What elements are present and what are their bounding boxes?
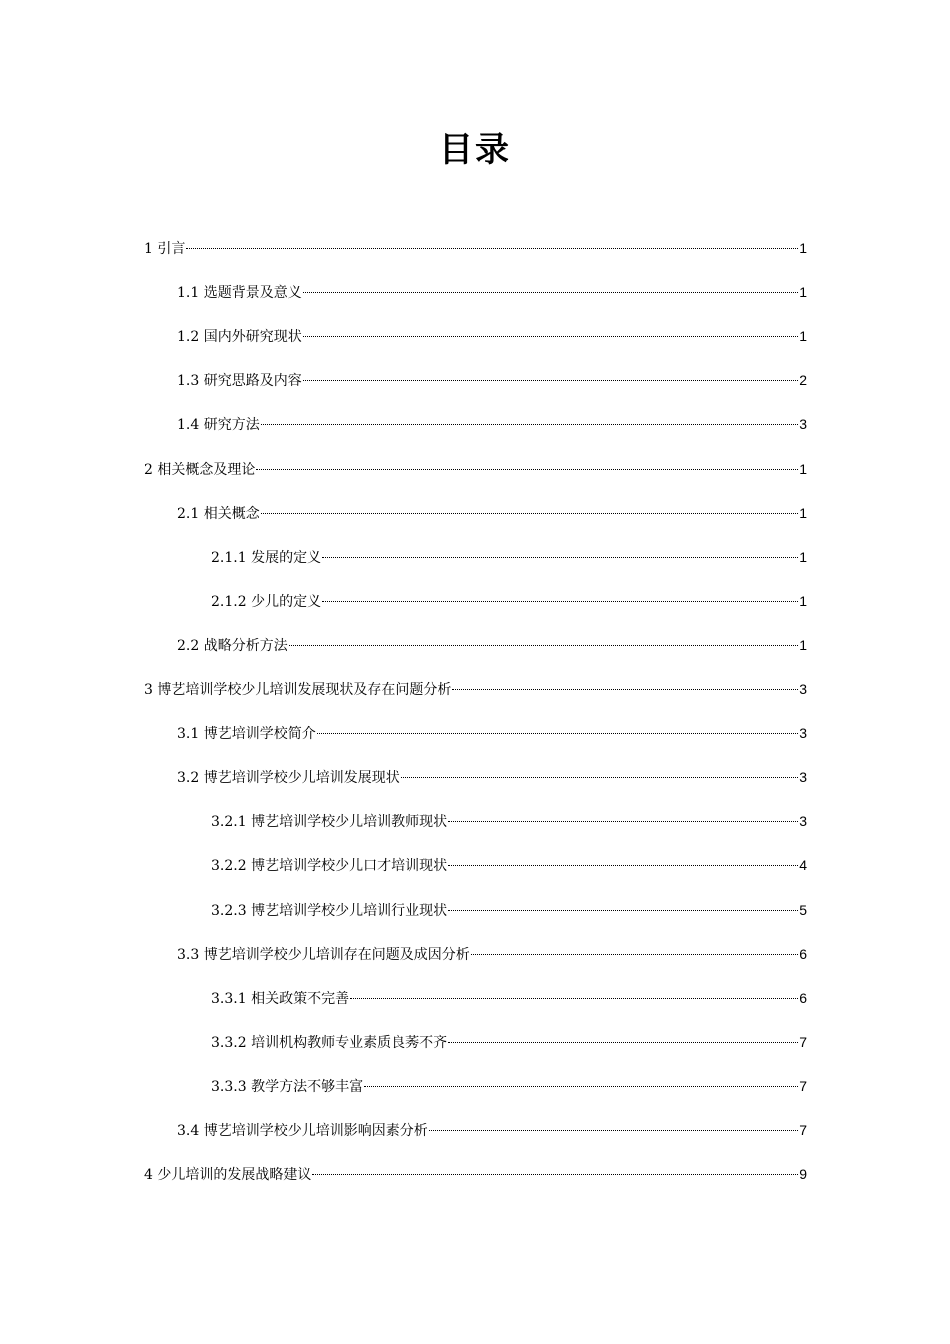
toc-entry-page-number: 3 xyxy=(799,681,807,697)
toc-entry[interactable] xyxy=(177,1118,807,1142)
toc-entry[interactable] xyxy=(211,809,807,833)
toc-entry-label: 1.4 研究方法 xyxy=(177,417,260,434)
toc-entry-page-number: 1 xyxy=(799,548,807,565)
toc-entry-page-number: 9 xyxy=(799,1166,807,1183)
toc-dot-leader xyxy=(452,689,798,690)
toc-entry-page-number: 1 xyxy=(799,592,807,609)
toc-entry-page-number: 1 xyxy=(799,460,807,477)
toc-entry-label: 3.2.1 博艺培训学校少儿培训教师现状 xyxy=(211,814,448,831)
toc-entry[interactable] xyxy=(177,765,807,789)
toc-entry-page-number: 7 xyxy=(799,1077,807,1094)
toc-entry[interactable] xyxy=(177,368,807,392)
toc-entry-page-number: 3 xyxy=(799,769,807,786)
toc-entry[interactable] xyxy=(177,412,807,436)
toc-entry[interactable] xyxy=(211,853,807,877)
toc-entry-label: 3.4 博艺培训学校少儿培训影响因素分析 xyxy=(177,1123,428,1139)
toc-entry-page-number: 1 xyxy=(799,240,807,256)
toc-dot-leader xyxy=(364,1086,798,1087)
toc-entry-label: 2.1.1 发展的定义 xyxy=(211,549,322,566)
toc-dot-leader xyxy=(312,1174,798,1175)
toc-entry-page-number: 1 xyxy=(799,284,807,301)
toc-dot-leader xyxy=(186,248,798,249)
toc-title: 目录 xyxy=(439,130,511,170)
toc-dot-leader xyxy=(322,601,798,602)
toc-entry[interactable] xyxy=(144,457,807,481)
toc-dot-leader xyxy=(289,645,798,646)
toc-entry[interactable] xyxy=(177,721,807,745)
toc-entry-page-number: 3 xyxy=(799,725,807,742)
toc-entry-page-number: 6 xyxy=(799,989,807,1006)
toc-entry-page-number: 3 xyxy=(799,813,807,830)
toc-entry-label: 3.3.3 教学方法不够丰富 xyxy=(211,1078,364,1095)
toc-dot-leader xyxy=(303,380,798,381)
toc-entry-page-number: 5 xyxy=(799,901,807,918)
toc-entry-page-number: 6 xyxy=(799,945,807,962)
toc-entry-label: 3.3 博艺培训学校少儿培训存在问题及成因分析 xyxy=(177,946,470,963)
toc-dot-leader xyxy=(303,292,798,293)
toc-entry[interactable] xyxy=(211,898,807,922)
toc-entry-page-number: 1 xyxy=(799,504,807,521)
toc-dot-leader xyxy=(448,821,798,822)
toc-entry-label: 4 少儿培训的发展战略建议 xyxy=(144,1167,312,1184)
toc-entry-label: 1.2 国内外研究现状 xyxy=(177,329,302,346)
toc-dot-leader xyxy=(261,513,798,514)
toc-entry[interactable] xyxy=(211,545,807,569)
toc-entry-label: 3 博艺培训学校少儿培训发展现状及存在问题分析 xyxy=(144,682,452,698)
toc-dot-leader xyxy=(256,469,798,470)
toc-entry-page-number: 2 xyxy=(799,372,807,389)
toc-entry[interactable] xyxy=(177,280,807,304)
toc-dot-leader xyxy=(448,910,798,911)
toc-entry-label: 2.2 战略分析方法 xyxy=(177,637,288,654)
toc-entry[interactable] xyxy=(144,236,807,260)
toc-entry-label: 1.1 选题背景及意义 xyxy=(177,285,302,302)
toc-entry-page-number: 7 xyxy=(799,1122,807,1138)
toc-dot-leader xyxy=(303,336,798,337)
toc-entry-label: 2.1 相关概念 xyxy=(177,505,260,522)
toc-entry[interactable] xyxy=(211,1030,807,1054)
toc-entry[interactable] xyxy=(211,1074,807,1098)
toc-entry-label: 1 引言 xyxy=(144,241,186,257)
toc-entry-label: 3.3.1 相关政策不完善 xyxy=(211,990,350,1007)
toc-entry[interactable] xyxy=(211,986,807,1010)
toc-entry[interactable] xyxy=(177,942,807,966)
toc-entry-label: 2.1.2 少儿的定义 xyxy=(211,593,322,610)
toc-entry[interactable] xyxy=(144,1162,807,1186)
toc-dot-leader xyxy=(471,954,798,955)
toc-dot-leader xyxy=(322,557,798,558)
toc-entry[interactable] xyxy=(144,677,807,701)
toc-entry-page-number: 3 xyxy=(799,416,807,433)
toc-dot-leader xyxy=(401,777,798,778)
toc-entry[interactable] xyxy=(177,324,807,348)
toc-entry-label: 3.2.3 博艺培训学校少儿培训行业现状 xyxy=(211,902,448,919)
toc-entry-page-number: 1 xyxy=(799,636,807,653)
toc-entry[interactable] xyxy=(177,633,807,657)
toc-entry-page-number: 4 xyxy=(799,857,807,874)
toc-entry[interactable] xyxy=(177,501,807,525)
toc-entry-label: 3.2 博艺培训学校少儿培训发展现状 xyxy=(177,770,400,787)
toc-entry[interactable] xyxy=(211,589,807,613)
toc-dot-leader xyxy=(317,733,798,734)
toc-entry-label: 3.1 博艺培训学校简介 xyxy=(177,726,316,743)
toc-entry-page-number: 7 xyxy=(799,1033,807,1050)
toc-entry-label: 1.3 研究思路及内容 xyxy=(177,373,302,390)
toc-entry-label: 3.2.2 博艺培训学校少儿口才培训现状 xyxy=(211,858,448,875)
toc-entry-label: 3.3.2 培训机构教师专业素质良莠不齐 xyxy=(211,1034,448,1051)
toc-dot-leader xyxy=(350,998,798,999)
toc-dot-leader xyxy=(448,1042,798,1043)
toc-dot-leader xyxy=(448,865,798,866)
toc-dot-leader xyxy=(261,424,798,425)
toc-entry-label: 2 相关概念及理论 xyxy=(144,461,256,478)
toc-entry-page-number: 1 xyxy=(799,328,807,345)
toc-dot-leader xyxy=(429,1130,798,1131)
